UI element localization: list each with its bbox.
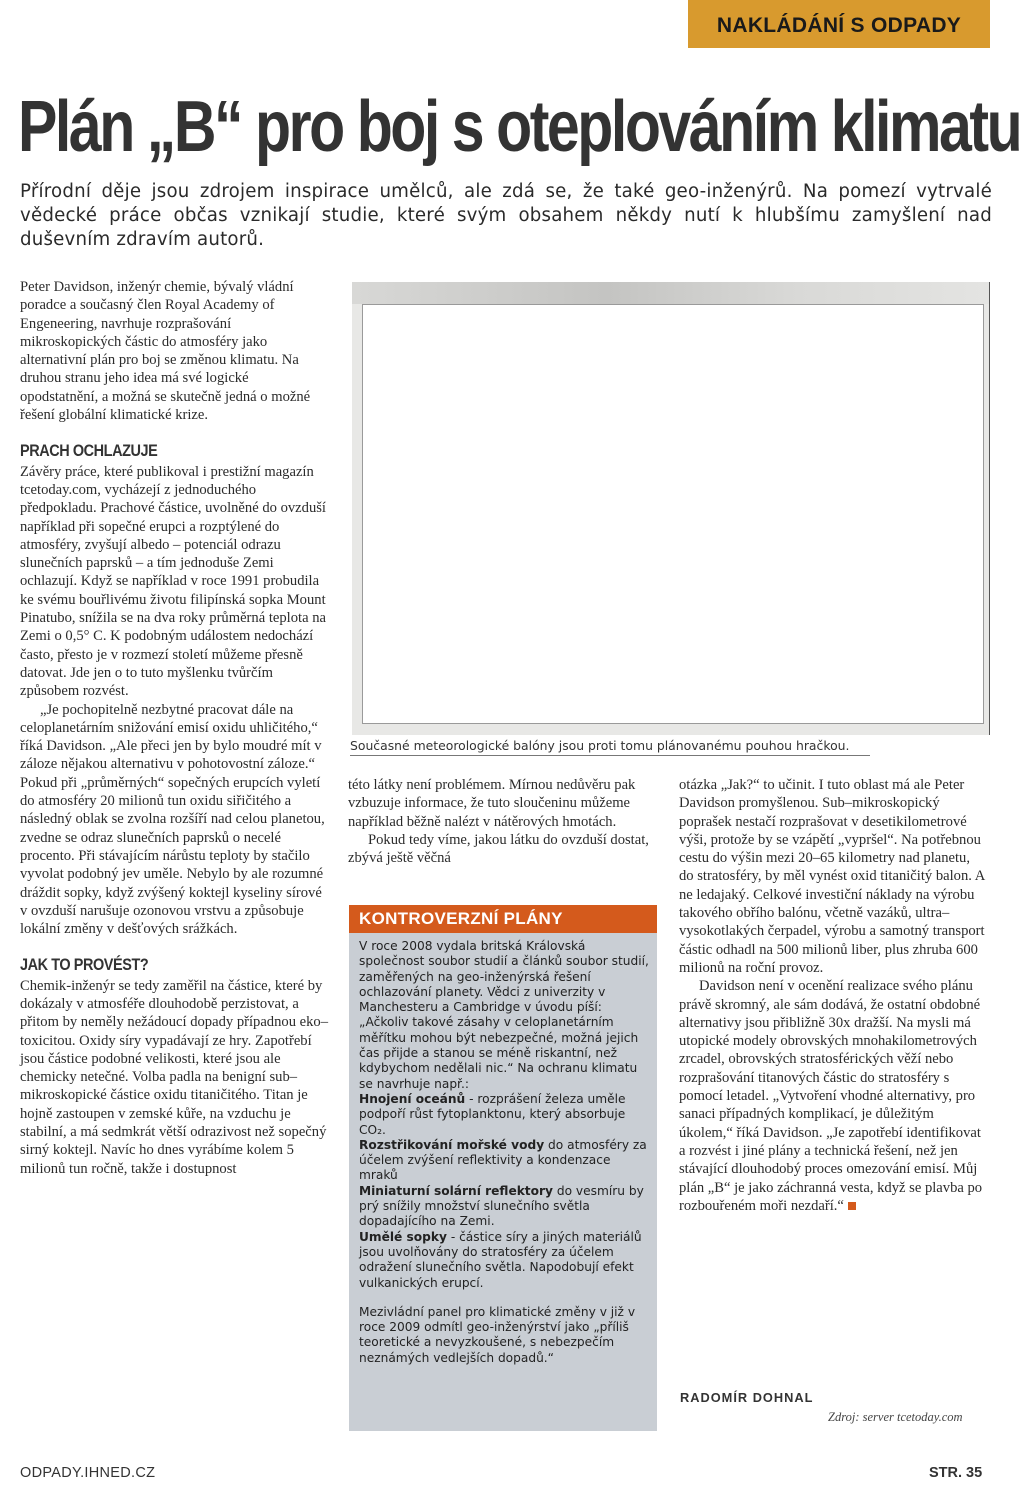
column-3 — [679, 776, 987, 1215]
paragraph: této látky není problémem. Mírnou nedůvěru pak vzbuzuje informace, že tuto sloučeninu můžeme například běžně nalézt v nátěrových hmotách. — [348, 777, 636, 830]
paragraph-text: Davidson není v ocenění realizace svého plánu právě skromný, ale sám dodává, že ostatní obdobné alternativy jsou přibližně 30x dražší. Na mysli má utopické modely obrovských mnohakilometrových zrcadel, obrovských stratosférických věží nebo rozprašování titanových částic do stratosféry s pomocí letadel. „Vytvoření vhodné alternativy, pro sanaci případných komplikací, je důležitým úkolem,“ říká Davidson. „Je zapotřebí identifikovat a rozvést i jiné plány a technická řešení, než jen stávající dlouhodobý proces omezování emisí. Můj plán „B“ je jako záchranná vesta, když se plavba po rozbouřeném moři nezdaří.“ — [679, 978, 983, 1214]
sidebar-item-text: - částice síry a jiných materiálů jsou uvolňovány do stratosféry za účelem odražení slunečního světla. Napodobují efekt vulkanických erupcí. — [359, 1229, 642, 1290]
sidebar-item — [359, 1184, 649, 1230]
column-1 — [20, 278, 328, 1178]
page-number: STR. 35 — [929, 1465, 983, 1481]
article-lead: Přírodní děje jsou zdrojem inspirace umělců, ale zdá se, že také geo-inženýrů. Na pomezí vytrvalé vědecké práce občas vznikají studie, které svým obsahem někdy nutí k hlubšímu zamyšlení nad duševním zdravím autorů. — [20, 181, 992, 250]
column-2 — [348, 776, 656, 867]
paragraph: otázka „Jak?“ to učinit. I tuto oblast má ale Peter Davidson promyšlenou. Sub–mikroskopický poprašek nestačí rozprašovat v desetikilometrové výši, protože by se vzápětí „vypršel“. Na potřebnou cestu do výšin mezi 20–65 kilometry nad planetu, do stratosféry, by měl vynést oxid titaničitý balon. A ne ledajaký. Celkové investiční náklady na výrobu takového obřího balónu, včetně vazáků, ultra–vysokotlakých čerpadel, výrobu a samotný transport částic odhadl na 500 milionů liber, plus zhruba 600 milionů na roční provoz. — [679, 777, 985, 976]
section-tag: NAKLÁDÁNÍ S ODPADY — [688, 0, 990, 48]
photo-background — [352, 282, 989, 304]
sidebar-item-name: Hnojení oceánů — [359, 1091, 466, 1106]
footer-website: ODPADY.IHNED.CZ — [20, 1465, 156, 1481]
subhead-jak-to-provest: JAK TO PROVÉST? — [20, 955, 149, 975]
sidebar-item — [359, 1138, 649, 1184]
sidebar-item — [359, 1230, 649, 1291]
sidebar-body — [359, 939, 649, 1366]
sidebar-item-name: Umělé sopky — [359, 1229, 447, 1244]
end-mark-icon — [848, 1202, 856, 1210]
author-name: RADOMÍR DOHNAL — [680, 1390, 814, 1405]
paragraph: Pokud tedy víme, jakou látku do ovzduší dostat, zbývá ještě věčná — [348, 831, 649, 867]
source-credit: Zdroj: server tcetoday.com — [828, 1410, 963, 1424]
sidebar-item-name: Miniaturní solární reflektory — [359, 1183, 553, 1198]
article-title: Plán „B“ pro boj s oteplováním klimatu — [18, 87, 1021, 167]
intro-paragraph: Peter Davidson, inženýr chemie, bývalý vládní poradce a současný člen Royal Academy of Engeneering, navrhuje rozprašování mikroskopických částic do atmosféry jako alternativní plán pro boj se změnou klimatu. Na druhou stranu jeho idea má své logické opodstatnění, a možná se skutečně jedná o možné řešení globální klimatické krize. — [20, 279, 311, 424]
sidebar-box — [349, 905, 657, 1431]
sidebar-closing: Mezivládní panel pro klimatické změny v již v roce 2009 odmítl geo-inženýrství jako „příliš teoretické a nevyzkoušené, s nebezpečím neznámých vedlejších dopadů.“ — [359, 1304, 636, 1365]
photo-caption: Současné meteorologické balóny jsou proti tomu plánovanému pouhou hračkou. — [350, 738, 870, 756]
sidebar-item — [359, 1092, 649, 1138]
photo-blank-area — [362, 304, 984, 724]
sidebar-item-text: - rozprášení železa uměle podpoří růst fytoplanktonu, který absorbuje CO₂. — [359, 1091, 626, 1137]
photo — [352, 282, 990, 735]
paragraph: Chemik-inženýr se tedy zaměřil na částice, které by dokázaly v atmosféře dlouhodobě perzistovat, a přitom by neměly nežádoucí dopady případnou eko–toxicitou. Oxidy síry vypadávají ze hry. Zapotřebí jsou částice podobné velikosti, které jsou ale chemicky netečné. Volba padla na benigní sub–mikroskopické částice oxidu titaničitého. Titan je hojně zastoupen v zemské kůře, na vzduchu je stabilní, a má sedmkrát větší odrazivost než sopečný sirný koktejl. Navíc ho dnes vyrábíme kolem 5 milionů tun ročně, takže i dostupnost — [20, 977, 329, 1177]
sidebar-item-text: do atmosféry za účelem zvýšení reflektivity a kondenzace mraků — [359, 1137, 647, 1183]
sidebar-item-name: Rozstřikování mořské vody — [359, 1137, 545, 1152]
sidebar-item-text: do vesmíru by prý snížily množství slunečního světla dopadajícího na Zemi. — [359, 1183, 644, 1229]
paragraph — [679, 977, 987, 1215]
sidebar-intro: V roce 2008 vydala britská Královská společnost soubor studií a článků soubor studií, zaměřených na geo-inženýrská řešení ochlazování planety. Vědci z univerzity v Manchesteru a Cambridge v úvodu píší: „Ačkoliv takové zásahy v celoplanetárním měřítku mohou být nebezpečné, možná jejich čas přijde a stanou se méně riskantní, než kdybychom nedělali nic.“ Na ochranu klimatu se navrhuje např.: — [359, 939, 649, 1091]
subhead-prach-ochlazuje: PRACH OCHLAZUJE — [20, 441, 158, 461]
paragraph: Závěry práce, které publikoval i prestižní magazín tcetoday.com, vycházejí z jednoduchého předpokladu. Prachové částice, uvolněné do ovzduší například při sopečné erupci a rozptýlené do atmosféry, zvyšují albedo – potenciál odrazu slunečních paprsků – a tím jednoduše Zemi ochlazují. Když se například v roce 1991 probudila ke svému bouřlivému životu filipínská sopka Mount Pinatubo, snížila se na dva roky průměrná teplota na Zemi o 0,5° C. K podobným událostem nedochází často, přesto je v rozmezí století můžeme přesně datovat. Jde jen o to tuto myšlenku tvůrčím způsobem rozvést. — [20, 463, 326, 700]
sidebar-heading: KONTROVERZNÍ PLÁNY — [349, 905, 657, 933]
paragraph: „Je pochopitelně nezbytné pracovat dále na celoplanetárním snižování emisí oxidu uhličitého,“ říká Davidson. „Ale přeci jen by bylo moudré mít v záloze nějakou alternativu v pohotovostní záloze.“ Pokud při „průměrných“ sopečných erupcích vyletí do atmosféry 20 milionů tun oxidu siřičitého a následný oblak se zvolna rozšíří nad celou planetou, zvedne se odraz slunečních paprsků o necelé procento. Při stávajícím nárůstu teploty by stačilo vyvolat podobný jev uměle. Nebylo by ale rozumné dráždit sopky, když zvýšený koktejl kyseliny sírové v ovzduší narušuje ozonovou vrstvu a způsobuje lokální změny v dešťových srážkách. — [20, 701, 325, 938]
